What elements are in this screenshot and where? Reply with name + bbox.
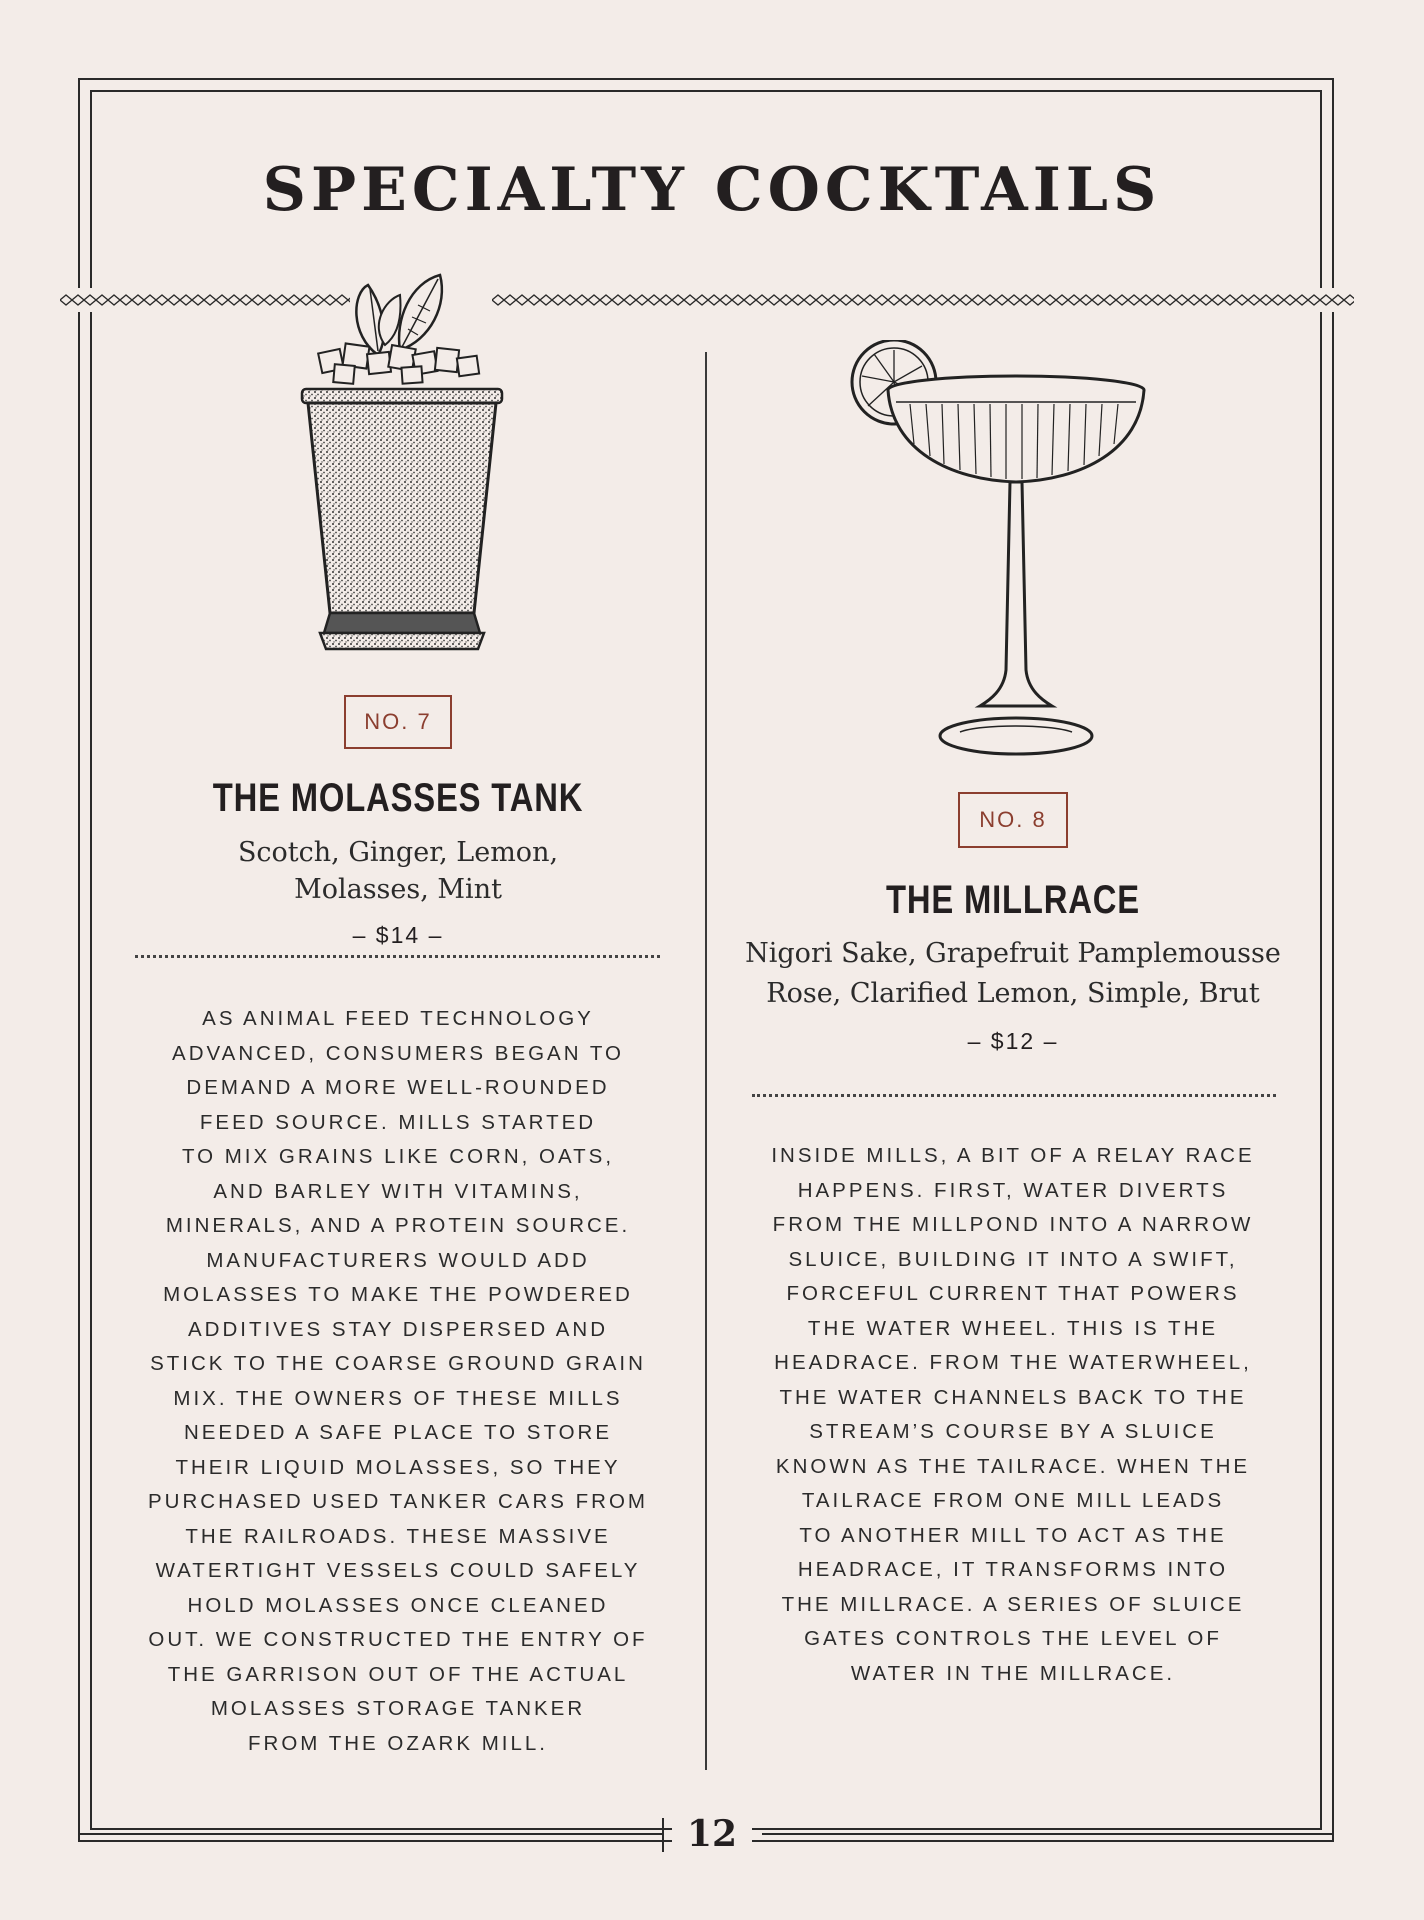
story-line: HEADRACE. FROM THE WATERWHEEL, bbox=[774, 1351, 1252, 1374]
story-line: GATES CONTROLS THE LEVEL OF bbox=[804, 1627, 1222, 1650]
page-number: 12 bbox=[672, 1812, 752, 1856]
ingredient-line: Molasses, Mint bbox=[294, 874, 502, 905]
ingredient-line: Nigori Sake, Grapefruit Pamplemousse bbox=[745, 938, 1281, 969]
cocktail-price: – $14 – bbox=[352, 922, 444, 948]
footer-cap-left bbox=[662, 1818, 664, 1852]
story-line: WATERTIGHT VESSELS COULD SAFELY bbox=[155, 1559, 641, 1582]
story-line: HEADRACE, IT TRANSFORMS INTO bbox=[797, 1558, 1229, 1581]
julep-cup-illustration bbox=[290, 265, 515, 670]
footer-rule-right bbox=[762, 1833, 1334, 1835]
cocktail-ingredients bbox=[730, 934, 1296, 1014]
story-line: TO MIX GRAINS LIKE CORN, OATS, bbox=[181, 1145, 615, 1168]
story-line: STREAM’S COURSE BY A SLUICE bbox=[809, 1420, 1217, 1443]
story-line: FROM THE MILLPOND INTO A NARROW bbox=[772, 1213, 1254, 1236]
story-line: MOLASSES STORAGE TANKER bbox=[210, 1697, 586, 1720]
story-line: MINERALS, AND A PROTEIN SOURCE. bbox=[165, 1214, 631, 1237]
story-line: AS ANIMAL FEED TECHNOLOGY bbox=[202, 1007, 594, 1030]
story-line: THE MILLRACE. A SERIES OF SLUICE bbox=[781, 1592, 1245, 1616]
story-line: THE WATER WHEEL. THIS IS THE bbox=[807, 1316, 1219, 1340]
story-line: TAILRACE FROM ONE MILL LEADS bbox=[801, 1489, 1225, 1512]
story-line: ADVANCED, CONSUMERS BEGAN TO bbox=[172, 1041, 624, 1065]
cocktail-number-badge: NO. 8 bbox=[958, 792, 1068, 848]
story-line: MIX. THE OWNERS OF THESE MILLS bbox=[173, 1386, 623, 1410]
coupe-glass-illustration bbox=[840, 340, 1150, 765]
story-line: ADDITIVES STAY DISPERSED AND bbox=[187, 1317, 609, 1341]
story-line: THE RAILROADS. THESE MASSIVE bbox=[185, 1524, 611, 1548]
dotted-rule bbox=[135, 955, 660, 958]
story-line: DEMAND A MORE WELL-ROUNDED bbox=[186, 1076, 610, 1099]
cocktail-name: THE MILLRACE bbox=[885, 878, 1140, 922]
story-line: THE WATER CHANNELS BACK TO THE bbox=[779, 1385, 1247, 1409]
story-line: STICK TO THE COARSE GROUND GRAIN bbox=[150, 1352, 646, 1375]
ingredient-line: Rose, Clarified Lemon, Simple, Brut bbox=[766, 978, 1260, 1009]
story-line: FROM THE OZARK MILL. bbox=[248, 1731, 548, 1755]
page-title: SPECIALTY COCKTAILS bbox=[262, 155, 1162, 225]
cocktail-ingredients bbox=[130, 834, 666, 908]
story-line: PURCHASED USED TANKER CARS FROM bbox=[147, 1490, 649, 1513]
story-line: HAPPENS. FIRST, WATER DIVERTS bbox=[797, 1178, 1229, 1202]
cocktail-story bbox=[730, 1139, 1296, 1691]
story-line: INSIDE MILLS, A BIT OF A RELAY RACE bbox=[771, 1144, 1255, 1167]
cocktail-price: – $12 – bbox=[967, 1028, 1059, 1054]
story-line: THE GARRISON OUT OF THE ACTUAL bbox=[167, 1662, 629, 1686]
cocktail-number-badge: NO. 7 bbox=[344, 695, 452, 749]
dotted-rule bbox=[752, 1094, 1276, 1097]
footer-rule-left bbox=[78, 1833, 662, 1835]
story-line: TO ANOTHER MILL TO ACT AS THE bbox=[799, 1523, 1227, 1547]
ornament-border-right bbox=[492, 288, 1354, 312]
cocktail-name: THE MOLASSES TANK bbox=[212, 776, 584, 820]
story-line: MANUFACTURERS WOULD ADD bbox=[206, 1248, 590, 1272]
story-line: OUT. WE CONSTRUCTED THE ENTRY OF bbox=[148, 1628, 648, 1651]
story-line: SLUICE, BUILDING IT INTO A SWIFT, bbox=[788, 1247, 1238, 1271]
column-divider bbox=[705, 352, 707, 1770]
story-line: AND BARLEY WITH VITAMINS, bbox=[213, 1179, 583, 1203]
story-line: WATER IN THE MILLRACE. bbox=[850, 1661, 1176, 1685]
story-line: THEIR LIQUID MOLASSES, SO THEY bbox=[175, 1455, 621, 1479]
story-line: FORCEFUL CURRENT THAT POWERS bbox=[786, 1282, 1240, 1305]
story-line: MOLASSES TO MAKE THE POWDERED bbox=[163, 1283, 633, 1306]
ingredient-line: Scotch, Ginger, Lemon, bbox=[237, 837, 559, 868]
cocktail-story bbox=[120, 1002, 676, 1761]
story-line: HOLD MOLASSES ONCE CLEANED bbox=[187, 1593, 609, 1617]
story-line: KNOWN AS THE TAILRACE. WHEN THE bbox=[775, 1454, 1251, 1478]
story-line: NEEDED A SAFE PLACE TO STORE bbox=[183, 1421, 613, 1444]
story-line: FEED SOURCE. MILLS STARTED bbox=[199, 1110, 597, 1134]
